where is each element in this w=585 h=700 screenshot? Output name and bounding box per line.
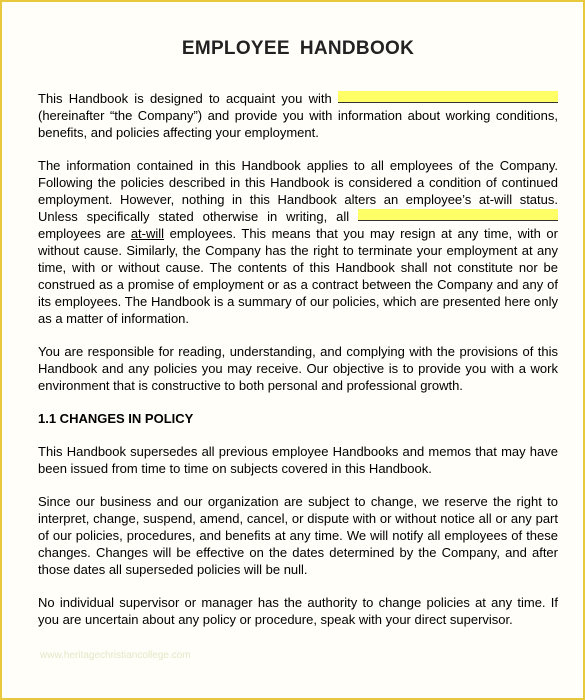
info-part-1: The information contained in this Handbook applies to all employees of the Company. Following the policies described in this Handbook is considered a condition of continued employment. However, nothing in this Handbook alters an employee’s at-will status. Unless specifically stated otherwise in writing, all — [38, 158, 558, 224]
document-title — [38, 40, 558, 57]
responsibility-paragraph: You are responsible for reading, understanding, and complying with the provisions of this Handbook and any policies you may receive. Our objective is to provide you with a work environment that is constructive to both personal and professional growth. — [38, 344, 558, 393]
company-name-blank[interactable] — [338, 91, 558, 103]
document-page — [38, 32, 558, 644]
employee-type-blank[interactable] — [358, 209, 558, 221]
intro-paragraph — [38, 90, 558, 141]
title-word-1: EMPLOYEE — [181, 38, 290, 59]
section-paragraph-1: This Handbook supersedes all previous employee Handbooks and memos that may have been issued from time to time on subjects covered in this Handbook. — [38, 444, 558, 476]
watermark: www.heritagechristiancollege.com — [40, 650, 191, 661]
info-part-2a: employees are — [38, 226, 131, 241]
intro-rest: (hereinafter “the Company”) and provide you with information about working conditions, benefits, and policies affecting your employment. — [38, 108, 558, 140]
section-heading: 1.1 CHANGES IN POLICY — [38, 411, 194, 426]
intro-lead: This Handbook is designed to acquaint you with — [38, 91, 332, 106]
at-will-term: at-will — [130, 226, 165, 241]
title-word-2: HANDBOOK — [299, 38, 415, 59]
info-part-2b: employees. This means that you may resign at any time, with or without cause. Similarly, the Company has the right to terminate your employment at any time, with or without cause. The contents of this Handbook shall not constitute nor be construed as a promise of employment or as a contract between the Company and any of its employees. The Handbook is a summary of our policies, which are presented here only as a matter of information. — [38, 226, 558, 326]
section-paragraph-2: Since our business and our organization are subject to change, we reserve the right to interpret, change, suspend, amend, cancel, or dispute with or without notice all or any part of our policies, procedures, and benefits at any time. We will notify all employees of these changes. Changes will be effective on the dates determined by the Company, and after those dates all superseded policies will be null. — [38, 494, 558, 577]
section-paragraph-3: No individual supervisor or manager has the authority to change policies at any time. If you are uncertain about any policy or procedure, speak with your direct supervisor. — [38, 595, 558, 627]
info-paragraph — [38, 157, 558, 327]
